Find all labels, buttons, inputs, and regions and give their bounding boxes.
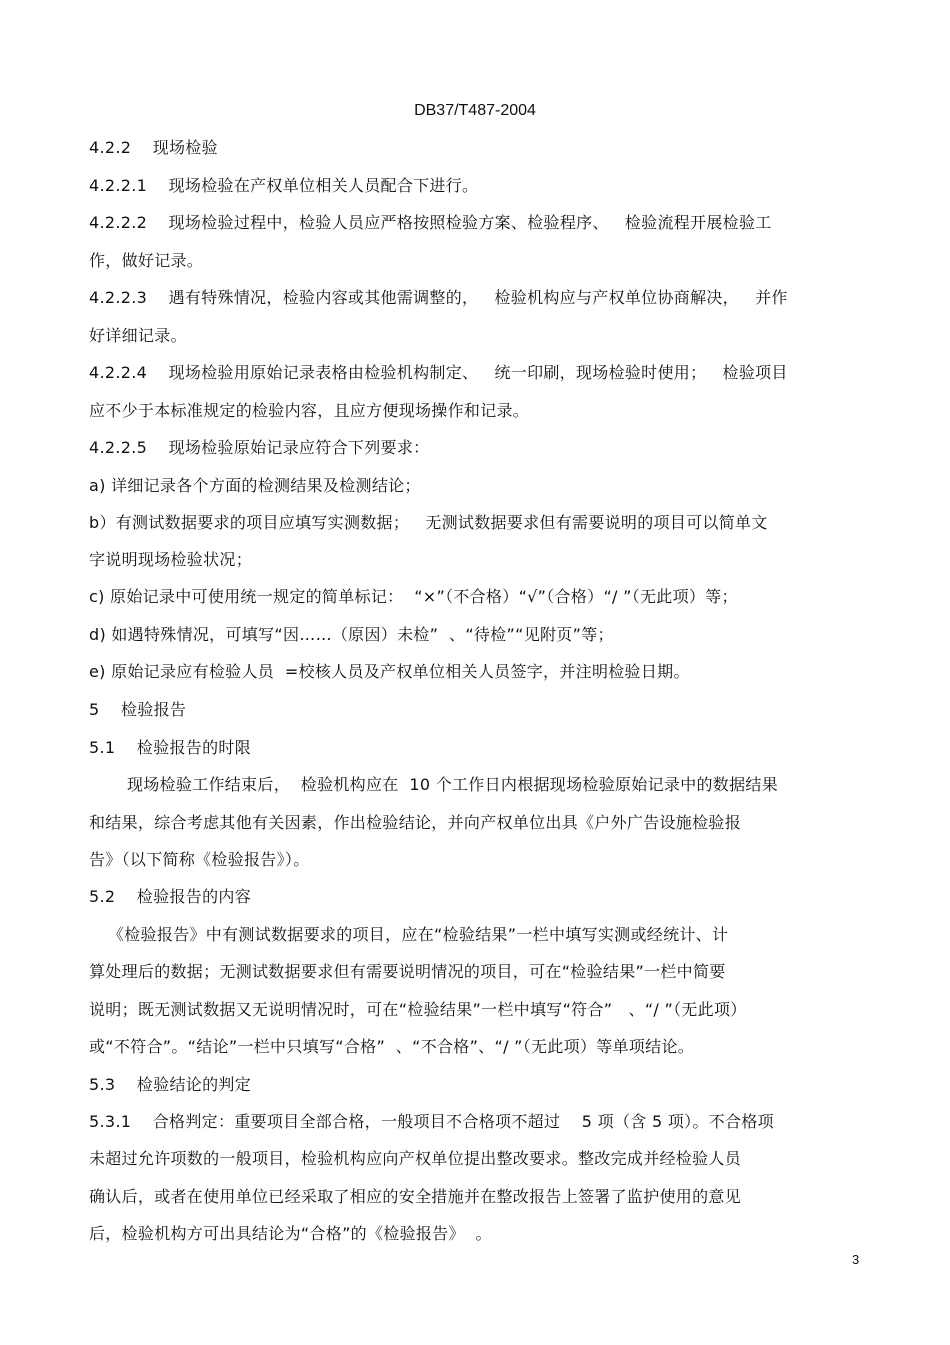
section-5-2-paragraph: 《检验报告》中有测试数据要求的项目，应在“检验结果”一栏中填写实测或经统计、计	[108, 925, 729, 944]
section-5-1-paragraph-cont: 和结果，综合考虑其他有关因素，作出检验结论，并向产权单位出具《户外广告设施检验报	[89, 813, 742, 832]
standard-code-header: DB37/T487-2004	[414, 102, 536, 119]
clause-5-3-1-cont2: 确认后，或者在使用单位已经采取了相应的安全措施并在整改报告上签署了监护使用的意见	[89, 1187, 742, 1206]
section-5-1-heading: 5.1 检验报告的时限	[89, 738, 251, 757]
section-5-heading: 5 检验报告	[89, 700, 187, 719]
section-5-2-heading: 5.2 检验报告的内容	[89, 887, 251, 906]
clause-4-2-2-3: 4.2.2.3 遇有特殊情况，检验内容或其他需调整的， 检验机构应与产权单位协商解决， 并作	[89, 288, 788, 307]
clause-4-2-2-4-cont: 应不少于本标准规定的检验内容，且应方便现场操作和记录。	[89, 401, 530, 420]
list-item-b-cont: 字说明现场检验状况；	[89, 550, 253, 569]
clause-4-2-2-3-cont: 好详细记录。	[89, 326, 187, 345]
clause-4-2-2-2: 4.2.2.2 现场检验过程中，检验人员应严格按照检验方案、检验程序、 检验流程开展检验工	[89, 213, 772, 232]
clause-4-2-2-4: 4.2.2.4 现场检验用原始记录表格由检验机构制定、 统一印刷，现场检验时使用； 检验项目	[89, 363, 788, 382]
section-5-2-paragraph-end: 或“不符合”。“结论”一栏中只填写“合格” 、“不合格”、“/ ”（无此项）等单项结论。	[89, 1037, 695, 1056]
section-5-1-paragraph-end: 告》（以下简称《检验报告》）。	[89, 850, 310, 869]
page-number: 3	[852, 1252, 860, 1267]
list-item-b: b）有测试数据要求的项目应填写实测数据； 无测试数据要求但有需要说明的项目可以简单文	[89, 513, 768, 532]
list-item-c: c) 原始记录中可使用统一规定的简单标记： “×”（不合格）“√”（合格）“/ ”（无此项）等；	[89, 587, 738, 606]
clause-5-3-1: 5.3.1 合格判定：重要项目全部合格，一般项目不合格项不超过 5 项（含 5 项）。不合格项	[89, 1112, 774, 1131]
clause-4-2-2-5: 4.2.2.5 现场检验原始记录应符合下列要求：	[89, 438, 430, 457]
clause-5-3-1-end: 后，检验机构方可出具结论为“合格”的《检验报告》 。	[89, 1224, 492, 1243]
list-item-a: a) 详细记录各个方面的检测结果及检测结论；	[89, 476, 421, 495]
clause-4-2-2-1: 4.2.2.1 现场检验在产权单位相关人员配合下进行。	[89, 176, 479, 195]
section-5-3-heading: 5.3 检验结论的判定	[89, 1075, 251, 1094]
clause-4-2-2-heading: 4.2.2 现场检验	[89, 138, 218, 157]
section-5-2-paragraph-cont: 算处理后的数据；无测试数据要求但有需要说明情况的项目，可在“检验结果”一栏中简要	[89, 962, 726, 981]
list-item-d: d) 如遇特殊情况，可填写“因……（原因）未检” 、“待检”“见附页”等；	[89, 625, 614, 644]
clause-5-3-1-cont: 未超过允许项数的一般项目，检验机构应向产权单位提出整改要求。整改完成并经检验人员	[89, 1149, 742, 1168]
section-5-1-paragraph: 现场检验工作结束后， 检验机构应在 10 个工作日内根据现场检验原始记录中的数据结果	[127, 775, 778, 794]
section-5-2-paragraph-cont2: 说明；既无测试数据又无说明情况时，可在“检验结果”一栏中填写“符合” 、“/ ”（无此项）	[89, 1000, 747, 1019]
clause-4-2-2-2-cont: 作，做好记录。	[89, 251, 204, 270]
list-item-e: e) 原始记录应有检验人员 =校核人员及产权单位相关人员签字，并注明检验日期。	[89, 662, 690, 681]
